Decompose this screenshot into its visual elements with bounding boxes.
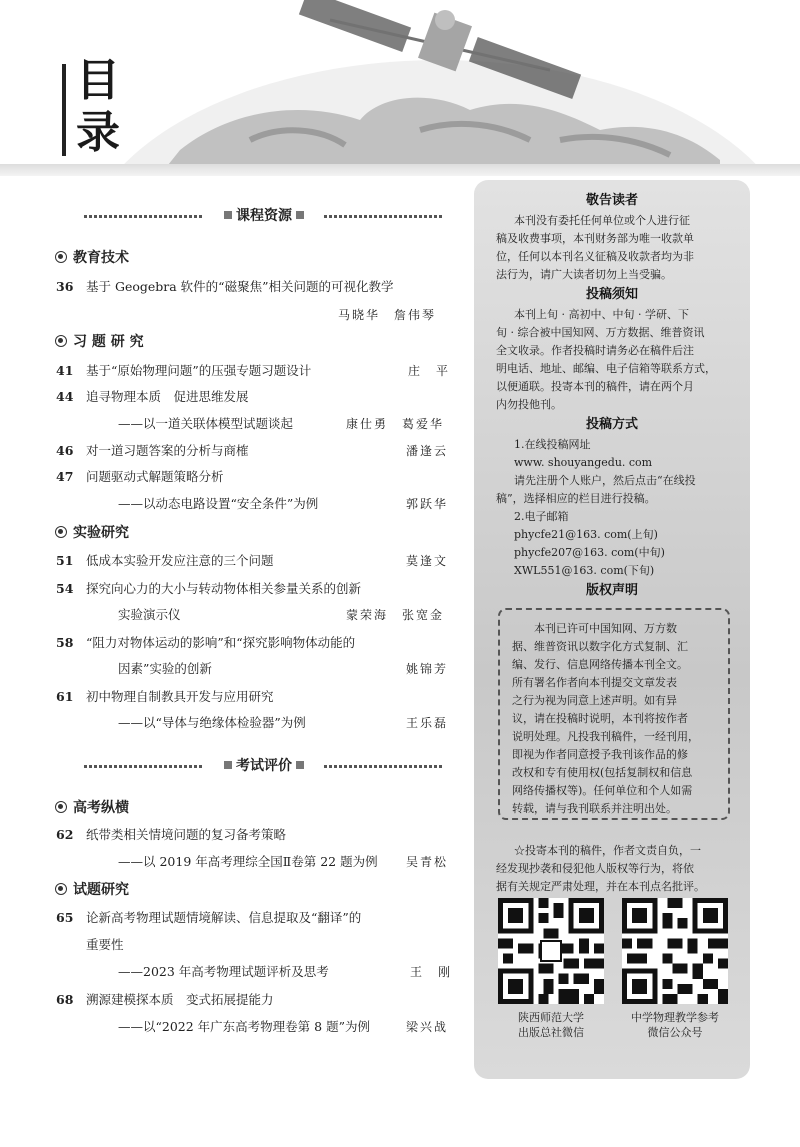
section-banner-exam (84, 756, 444, 776)
entry-author: 蒙荣海 张宽金 (346, 608, 445, 622)
entry-page: 44 (56, 389, 74, 404)
entry-page: 51 (56, 553, 74, 568)
entry-title[interactable]: 问题驱动式解题策略分析 (86, 469, 224, 484)
entry-subtitle: ——以“2022 年广东高考物理卷第 8 题”为例 (118, 1019, 370, 1034)
entry-author: 王 刚 (410, 965, 453, 979)
entry-title[interactable]: 溯源建模探本质 变式拓展提能力 (86, 992, 274, 1007)
title-char-2: 录 (76, 107, 120, 158)
entry-author: 莫逢文 (406, 554, 449, 568)
entry-subtitle: 因素”实验的创新 (118, 661, 212, 676)
submit-line: 内勿投他刊。 (496, 398, 562, 411)
method-title: 投稿方式 (585, 417, 638, 432)
copyright-line: 议，请在投稿时说明，本刊将按作者 (512, 712, 688, 725)
submit-line: 以便通联。投寄本刊的稿件，请在两个月 (496, 380, 694, 393)
entry-title[interactable]: 基于“原始物理问题”的压强专题习题设计 (86, 363, 312, 378)
submit-line: 全文收录。作者投稿时请务必在稿件后注 (496, 344, 694, 357)
warning-line: 据有关规定严肃处理，并在本刊点名批评。 (496, 880, 705, 893)
copyright-line: 即视为作者同意授予我刊该作品的修 (512, 748, 688, 761)
entry-subtitle: ——2023 年高考物理试题评析及思考 (118, 964, 329, 979)
copyright-line: 改权和专有使用权(包括复制权和信息 (512, 766, 693, 779)
entry-author: 梁兴战 (406, 1020, 449, 1034)
copyright-line: 所有署名作者向本刊提交文章发表 (512, 676, 677, 689)
copyright-line: 据、维普资讯以数字化方式复制、汇 (512, 640, 688, 653)
section-title-course: 课程资源 (236, 208, 292, 224)
caption-line: 出版总社微信 (518, 1026, 584, 1039)
submit-line: 旬 · 综合被中国知网、万方数据、维普资讯 (496, 326, 705, 339)
entry-author: 吴青松 (406, 855, 449, 869)
caption-line: 陕西师范大学 (518, 1011, 584, 1024)
entry-title[interactable]: 基于 Geogebra 软件的“磁聚焦”相关问题的可视化教学 (86, 279, 394, 294)
submission-url[interactable]: www. shouyangedu. com (514, 456, 653, 469)
method-line: 稿”，选择相应的栏目进行投稿。 (496, 492, 656, 505)
warning-line: 经发现抄袭和侵犯他人版权等行为，将依 (496, 862, 694, 875)
entry-title-cont: 重要性 (86, 937, 124, 952)
email-link[interactable]: XWL551@163. com(下旬) (514, 564, 655, 577)
category-label: 实验研究 (73, 525, 129, 541)
title-char-1: 目 (76, 55, 120, 106)
entry-page: 58 (56, 635, 74, 650)
entry-page: 54 (56, 581, 74, 596)
page-title (62, 55, 130, 168)
entry-subtitle: ——以动态电路设置“安全条件”为例 (118, 496, 319, 511)
method-line: 2.电子邮箱 (514, 510, 569, 523)
category-test-research (55, 880, 129, 900)
entry-title[interactable]: “阻力对物体运动的影响”和“探究影响物体动能的 (86, 635, 356, 650)
bullet-icon (55, 335, 67, 347)
caption-line: 微信公众号 (647, 1026, 703, 1039)
entry-author: 王乐磊 (406, 716, 449, 730)
entry-page: 41 (56, 363, 74, 378)
category-label: 教育技术 (73, 250, 129, 266)
submit-line: 明电话、地址、邮编、电子信箱等联系方式， (496, 362, 716, 375)
bullet-icon (55, 883, 67, 895)
qr-caption-publisher (481, 1010, 621, 1040)
entry-page: 62 (56, 827, 74, 842)
entry-author: 康仕勇 葛爱华 (346, 417, 445, 431)
copyright-line: 网络传播权等)。任何单位和个人如需 (512, 784, 693, 797)
entry-author: 潘逢云 (406, 444, 449, 458)
entry-page: 65 (56, 910, 74, 925)
category-label: 试题研究 (73, 882, 129, 898)
category-label: 习 题 研 究 (73, 334, 144, 350)
copyright-line: 本刊已许可中国知网、万方数 (534, 622, 677, 635)
copyright-line: 之行为视为同意上述声明。如有异 (512, 694, 677, 707)
bullet-icon (55, 801, 67, 813)
entry-subtitle: ——以“导体与绝缘体检验器”为例 (118, 715, 306, 730)
category-gaokao (55, 798, 129, 818)
entry-title[interactable]: 初中物理自制教具开发与应用研究 (86, 689, 274, 704)
bullet-icon (55, 526, 67, 538)
category-exercise (55, 332, 144, 352)
entry-subtitle: ——以一道关联体模型试题谈起 (118, 416, 294, 431)
notice-sidebar (474, 180, 750, 1079)
entry-author: 马晓华 詹伟琴 (338, 308, 437, 322)
copyright-line: 说明处理。凡投我刊稿件，一经刊用， (512, 730, 699, 743)
method-line: 请先注册个人账户，然后点击“在线投 (514, 474, 696, 487)
warning-line: ☆投寄本刊的稿件，作者文责自负，一 (514, 844, 701, 857)
notice-line: 本刊没有委托任何单位或个人进行征 (514, 214, 690, 227)
category-edu-tech (55, 248, 129, 268)
section-banner-course (84, 206, 444, 226)
category-experiment (55, 523, 129, 543)
entry-page: 36 (56, 279, 74, 294)
entry-page: 47 (56, 469, 74, 484)
submit-line: 本刊上旬 · 高初中、中旬 · 学研、下 (514, 308, 689, 321)
entry-author: 庄 平 (408, 364, 451, 378)
notice-line: 位，任何以本刊名义征稿及收款者均为非 (496, 250, 694, 263)
caption-line: 中学物理教学参考 (631, 1011, 719, 1024)
entry-page: 61 (56, 689, 74, 704)
entry-title[interactable]: 对一道习题答案的分析与商榷 (86, 443, 249, 458)
entry-title[interactable]: 探究向心力的大小与转动物体相关参量关系的创新 (86, 581, 362, 596)
entry-author: 郭跃华 (406, 497, 449, 511)
copyright-title: 版权声明 (585, 583, 638, 598)
entry-author: 姚锦芳 (406, 662, 449, 676)
notice-line: 法行为，请广大读者切勿上当受骗。 (496, 268, 672, 281)
section-title-exam: 考试评价 (236, 758, 292, 774)
entry-title[interactable]: 追寻物理本质 促进思维发展 (86, 389, 249, 404)
method-line: 1.在线投稿网址 (514, 438, 591, 451)
entry-title[interactable]: 低成本实验开发应注意的三个问题 (86, 553, 274, 568)
copyright-line: 转载，请与我刊联系并注明出处。 (512, 802, 677, 815)
category-label: 高考纵横 (73, 800, 129, 816)
qr-caption-wechat (605, 1010, 745, 1040)
entry-title[interactable]: 论新高考物理试题情境解读、信息提取及“翻译”的 (86, 910, 362, 925)
entry-page: 46 (56, 443, 74, 458)
email-link[interactable]: phycfe207@163. com(中旬) (514, 546, 665, 559)
notice-title: 敬告读者 (585, 193, 638, 208)
email-link[interactable]: phycfe21@163. com(上旬) (514, 528, 658, 541)
submit-title: 投稿须知 (585, 287, 638, 302)
entry-subtitle: ——以 2019 年高考理综全国Ⅱ卷第 22 题为例 (118, 854, 378, 869)
notice-line: 稿及收费事项，本刊财务部为唯一收款单 (496, 232, 694, 245)
entry-title[interactable]: 纸带类相关情境问题的复习备考策略 (86, 827, 287, 842)
qr-code-wechat[interactable] (622, 898, 728, 1004)
bullet-icon (55, 251, 67, 263)
entry-page: 68 (56, 992, 74, 1007)
entry-subtitle: 实验演示仪 (118, 607, 181, 622)
copyright-line: 编、发行、信息网络传播本刊全文。 (512, 658, 688, 671)
qr-code-publisher[interactable] (498, 898, 604, 1004)
